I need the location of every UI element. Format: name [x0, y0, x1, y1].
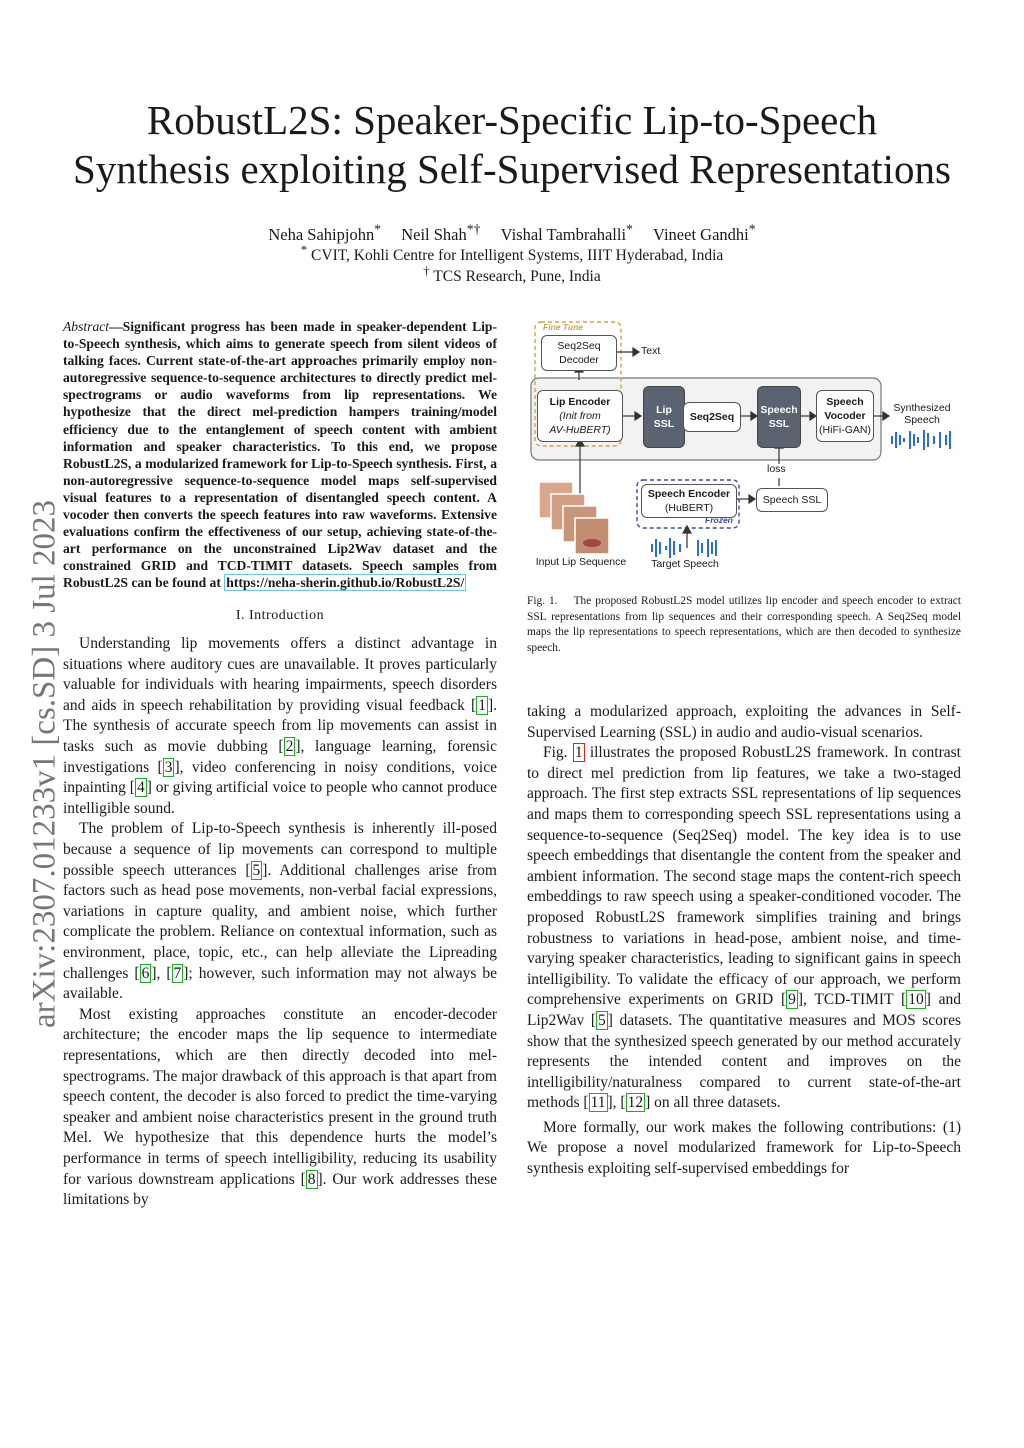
author: Neil Shah*† — [401, 221, 481, 244]
title-line-2: Synthesis exploiting Self-Supervised Representations — [73, 146, 951, 192]
author: Vishal Tambrahalli* — [500, 221, 633, 244]
speech-ssl-target-box: Speech SSL — [756, 488, 828, 512]
caption-label: Fig. 1. — [527, 595, 558, 607]
title-line-1: RobustL2S: Speaker-Specific Lip-to-Speech — [146, 97, 878, 143]
figure-1 — [527, 318, 977, 578]
arxiv-id: arXiv:2307.01233v1 [cs.SD] 3 Jul 2023 — [26, 500, 63, 1028]
citation-link[interactable]: 11 — [590, 1094, 606, 1112]
citation-link[interactable]: 2 — [285, 738, 294, 756]
frozen-label: Frozen — [705, 515, 733, 525]
citation-link[interactable]: 7 — [173, 964, 182, 982]
citation-link[interactable]: 8 — [307, 1170, 316, 1188]
paragraph: taking a modularized approach, exploiting the advances in Self-Supervised Learning (SSL) in audio and audio-visual scenarios. — [527, 703, 961, 741]
author: Vineet Gandhi* — [653, 221, 756, 244]
input-lip-sequence-label: Input Lip Sequence — [535, 556, 627, 568]
citation-link[interactable]: 5 — [598, 1011, 606, 1029]
lip-ssl-box: Lip SSL — [643, 386, 685, 448]
synthesized-speech-label: Synthesized Speech — [893, 402, 951, 426]
speech-vocoder-box: Speech Vocoder (HiFi-GAN) — [816, 390, 874, 442]
left-column — [63, 318, 497, 1211]
synthesized-waveform — [892, 430, 950, 450]
citation-link[interactable]: 10 — [908, 991, 924, 1009]
citation-link[interactable]: 12 — [627, 1094, 644, 1112]
citation-link[interactable]: 1 — [478, 696, 486, 714]
citation-link[interactable]: 4 — [136, 779, 145, 797]
fine-tune-label: Fine Tune — [543, 322, 583, 332]
paragraph: Most existing approaches constitute an encoder-decoder architecture; the encoder maps the lip sequence to intermediate representations, which are then directly decoded into mel-spectrograms. The major drawback of this approach is that apart from speech content, the decoder is also forced to predict the time-varying speaker and ambient noise characteristics present in the ground truth Mel. We hypothesize that this dependence hurts the model’s performance in terms of speech intelligibility, reducing its usability for various downstream applications [ 8 ]. Our work addresses these limitations by — [63, 1005, 497, 1209]
paragraph: More formally, our work makes the following contributions: (1) We propose a novel modularized framework for Lip-to-Speech synthesis exploiting self-supervised embeddings for — [527, 1118, 961, 1178]
lip-frames — [539, 482, 609, 554]
citation-link[interactable]: 5 — [252, 861, 261, 879]
project-link[interactable]: https://neha-sherin.github.io/RobustL2S/ — [226, 575, 465, 591]
seq2seq-box: Seq2Seq — [683, 402, 741, 432]
seq2seq-decoder-box: Seq2Seq Decoder — [541, 335, 617, 371]
author: Neha Sahipjohn* — [268, 221, 382, 244]
affiliation-1: * CVIT, Kohli Centre for Intelligent Systems, IIIT Hyderabad, India — [300, 242, 724, 265]
paragraph: Understanding lip movements offers a distinct advantage in situations where auditory cues are unavailable. It proves particularly valuable for individuals with hearing impairments, speech disorders and aids in speech rehabilitation by providing visual feedback [ 1 ]. The synthesis of accurate speech from lip movements can assist in tasks such as movie dubbing [ 2 ], language learning, forensic investigations [ 3 ], video conferencing in noisy conditions, voice inpainting [ 4 ] or giving artificial voice to people who cannot produce intelligible sound. — [63, 635, 497, 817]
citation-link[interactable]: 9 — [788, 991, 796, 1009]
text-output-label: Text — [641, 345, 661, 357]
target-waveform — [652, 538, 716, 558]
right-column — [527, 702, 961, 1180]
loss-label: loss — [767, 463, 786, 475]
abstract: Abstract—Significant progress has been made in speaker-dependent Lip-to-Speech synthesis, which aims to generate speech from silent videos of talking faces. Current state-of-the-art approaches primarily employ non-autoregressive sequence-to-sequence architectures to directly predict mel-spectrograms or audio waveforms from lip representations. We hypothesize that the direct mel-prediction hampers training/model efficiency due to the entanglement of speech content with ambient information and speaker characteristics. To this end, we propose RobustL2S, a modularized framework for Lip-to-Speech synthesis. First, a non-autoregressive sequence-to-sequence model maps self-supervised visual features to a representation of disentangled speech content. A vocoder then converts the speech features into raw waveforms. Extensive evaluations confirm the effectiveness of our setup, achieving state-of-the-art performance on the unconstrained Lip2Wav dataset and the constrained GRID and TCD-TIMIT datasets. Speech samples from RobustL2S can be found at https://neha-sherin.github.io/RobustL2S/ — [63, 319, 497, 591]
paper-title — [0, 96, 1024, 194]
speech-ssl-box: Speech SSL — [757, 386, 801, 448]
speech-encoder-box: Speech Encoder (HuBERT) — [641, 484, 737, 518]
figure-ref-link[interactable]: 1 — [574, 744, 583, 762]
figure-caption: Fig. 1. The proposed RobustL2S model utilizes lip encoder and speech encoder to extract SSL representations from lip sequences and their corresponding speech. A Seq2Seq model maps the lip representations to speech representations, which are then decoded to synthesize speech. — [527, 595, 962, 654]
paragraph: Fig. 1 illustrates the proposed RobustL2S framework. In contrast to direct mel prediction from lip features, we take a two-staged approach. The first step extracts SSL representations of lip sequences and maps them to corresponding speech SSL representations using a sequence-to-sequence (Seq2Seq) model. The key idea is to use speech embeddings that disentangle the content from the speaker and ambient information. The second stage maps the content-rich speech embeddings to raw speech using a speaker-conditioned vocoder. The proposed RobustL2S framework simplifies training and brings robustness to variations in head-pose, ambient noise, and time-varying speaker characteristics, leading to significant gains in speech intelligibility. To validate the efficacy of our approach, we perform comprehensive experiments on GRID [ 9 ], TCD-TIMIT [ 10 ] and Lip2Wav [ 5 ] datasets. The quantitative measures and MOS scores show that the synthesized speech generated by our method accurately represents the intended content and improves on the intelligibility/naturalness compared to current state-of-the-art methods [ 11 ], [ 12 ] on all three datasets. — [527, 744, 961, 1112]
lip-encoder-box: Lip Encoder (Init from AV-HuBERT) — [537, 390, 623, 442]
paragraph: The problem of Lip-to-Speech synthesis is inherently ill-posed because a sequence of lip movements can correspond to multiple possible speech utterances [ 5 ]. Additional challenges arise from factors such as head pose movements, non-verbal facial expressions, variations in capture quality, and ambient noise, which further complicate the problem. Reliance on contextual information, such as environment, place, topic, etc., can help alleviate the Lipreading challenges [ 6 ], [ 7 ]; however, such information may not always be available. — [63, 820, 497, 1003]
citation-link[interactable]: 6 — [141, 964, 150, 982]
abstract-label: Abstract — [63, 319, 110, 334]
target-speech-label: Target Speech — [651, 558, 719, 570]
citation-link[interactable]: 3 — [164, 758, 173, 776]
section-heading: I. Introduction — [235, 607, 325, 623]
affiliation-2: † TCS Research, Pune, India — [423, 263, 601, 286]
